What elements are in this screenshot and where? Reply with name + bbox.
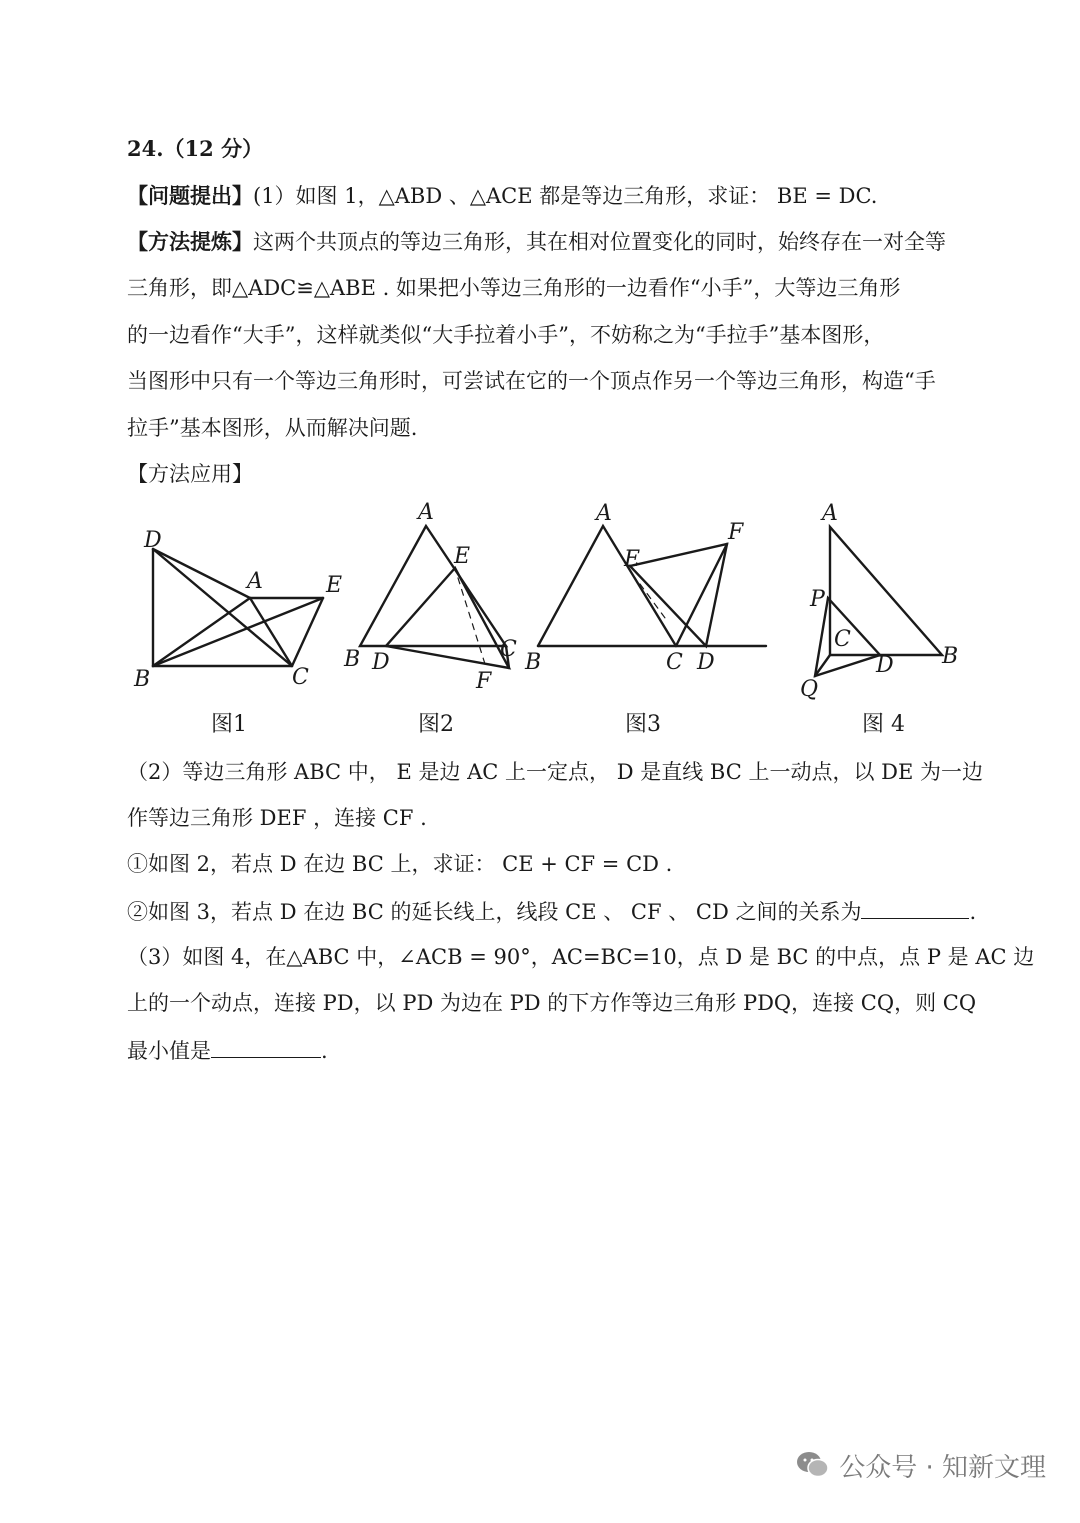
part-2-line-1: （2）等边三角形 ABC 中， E 是边 AC 上一定点， D 是直线 BC 上一动点，以 DE 为一边 [127,760,983,784]
method-refinement-text: 这两个共顶点的等边三角形，其在相对位置变化的同时，始终存在一对全等 [253,230,946,254]
figure-4-label-q: Q [800,677,819,702]
figure-4-label-c: C [834,627,851,652]
figure-4-label-d: D [876,653,894,678]
part-2-sub-2-text: ②如图 3，若点 D 在边 BC 的延长线上，线段 CE 、 CF 、 CD 之间的关系为 [127,900,862,924]
figure-1-label-a: A [247,569,263,594]
figure-4-label-a: A [822,501,838,526]
figure-2-label-d: D [372,650,390,675]
problem-statement-line-1 [127,181,927,211]
figure-1-label-b: B [134,667,151,692]
method-refinement-line-4: 当图形中只有一个等边三角形时，可尝试在它的一个顶点作另一个等边三角形，构造“手 [127,369,936,393]
figure-3-caption: 图3 [625,712,661,737]
figure-2-label-f: F [476,669,492,694]
figure-3-diagram [520,495,780,695]
figure-4-caption: 图 4 [862,712,905,737]
part-3-line-3-text: 最小值是 [127,1039,211,1063]
method-application-heading: 【方法应用】 [127,462,253,486]
figure-4-diagram [795,495,970,705]
figure-1-label-c: C [292,665,309,690]
figure-3-segment-cf [676,544,727,646]
figure-1-label-d: D [144,528,162,553]
figure-3-label-c: C [666,650,683,675]
answer-blank-part-3[interactable] [211,1035,321,1058]
figure-2-label-e: E [454,544,471,569]
figure-3-label-e: E [624,547,641,572]
method-refinement-line-2: 三角形，即△ADC≌△ABE . 如果把小等边三角形的一边看作“小手”，大等边三角形 [127,276,901,300]
watermark-text: 公众号 · 知新文理 [839,1452,1046,1483]
figure-2-label-c: C [500,637,517,662]
method-refinement-line-3: 的一边看作“大手”，这样就类似“大手拉着小手”，不妨称之为“手拉手”基本图形， [127,323,885,347]
answer-blank-part-2[interactable] [861,896,969,919]
figure-1-diagram [120,515,360,695]
method-refinement-line-5: 拉手”基本图形，从而解决问题. [127,416,418,440]
figure-3-label-d: D [697,650,715,675]
figure-2-label-a: A [418,500,434,525]
figure-3-label-f: F [728,520,744,545]
problem-statement-heading: 【问题提出】 [127,183,253,208]
part-3-line-3-end: . [321,1039,328,1063]
figure-2-construction-line [458,578,485,664]
figure-3-label-b: B [525,650,542,675]
figure-1-caption: 图1 [211,712,247,737]
part-3-line-3 [127,1035,927,1066]
problem-statement-text: (1）如图 1，△ABD 、△ACE 都是等边三角形，求证： BE = DC. [253,184,878,208]
part-2-sub-1: ①如图 2，若点 D 在边 BC 上，求证： CE + CF = CD . [127,852,673,876]
method-refinement-heading: 【方法提炼】 [127,229,253,254]
part-2-sub-2 [127,896,977,927]
figure-2-diagram [340,495,530,695]
figure-2-triangle-def [386,568,509,668]
method-refinement-line-1 [127,227,946,257]
part-3-line-1: （3）如图 4，在△ABC 中，∠ACB = 90°，AC=BC=10，点 D 是 BC 的中点，点 P 是 AC 边 [127,945,1035,969]
figure-4-label-b: B [942,644,959,669]
question-number: 24.（12 分） [127,136,264,161]
figure-1-segment-ac [250,598,292,666]
figure-2-caption: 图2 [418,712,454,737]
figure-4-label-p: P [810,587,825,612]
figure-1-label-e: E [326,573,343,598]
part-3-line-2: 上的一个动点，连接 PD，以 PD 为边在 PD 的下方作等边三角形 PDQ，连接 CQ，则 CQ [127,991,977,1015]
figure-3-triangle-sides-ba-ac [538,526,676,646]
figure-2-triangle-abc [360,526,506,646]
part-2-line-2: 作等边三角形 DEF ，连接 CF . [127,806,427,830]
figure-1-segment-dc [153,549,292,666]
wechat-icon [795,1450,831,1480]
wechat-watermark [795,1440,1046,1490]
figure-2-label-b: B [344,647,361,672]
figure-3-label-a: A [596,501,612,526]
part-2-sub-2-end: . [969,900,977,924]
